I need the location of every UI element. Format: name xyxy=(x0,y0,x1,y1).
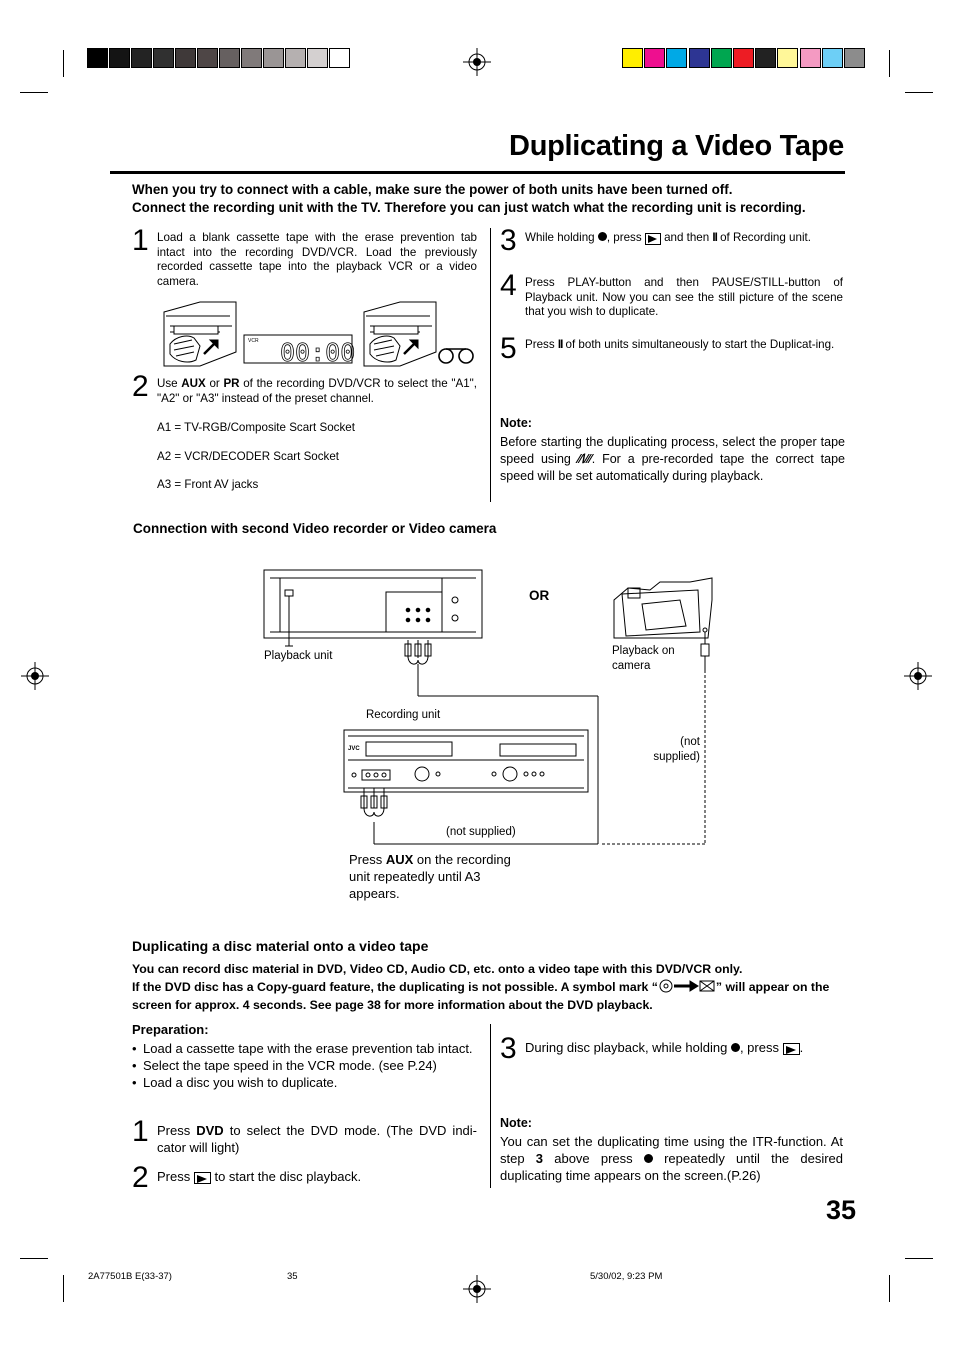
playback-camera-label: Playback on camera xyxy=(612,645,675,672)
footer-code: 2A77501B E(33-37) xyxy=(88,1271,172,1282)
disc-step-1-text: Press DVD to select the DVD mode. (The DVD indi-cator will light) xyxy=(157,1123,478,1155)
color-swatch xyxy=(666,48,687,68)
step-2-number: 2 xyxy=(132,370,149,403)
step-5-number: 5 xyxy=(500,332,517,365)
disc-step-2-number: 2 xyxy=(132,1161,149,1194)
not-supplied-right-label: (not supplied) xyxy=(653,736,700,763)
step-3-text: While holding , press and then II of Recording unit. xyxy=(525,231,811,244)
title-rule xyxy=(110,171,845,174)
footer-date: 5/30/02, 9:23 PM xyxy=(590,1271,663,1282)
gray-swatch xyxy=(263,48,284,68)
step-5-text: Press II of both units simultaneously to start the Duplicat-ing. xyxy=(525,338,835,351)
connection-diagram xyxy=(250,560,730,860)
footer-page: 35 xyxy=(287,1271,298,1282)
play-icon xyxy=(645,233,661,245)
step-4-text: Press PLAY-button and then PAUSE/STILL-button of Playback unit. Now you can see the still picture of the scene that you wish to duplicate. xyxy=(525,276,843,318)
note-text: Before starting the duplicating process, select the proper tape speed using ⁄⁄/⁄⁄⁄. For a pre-recorded tape the correct tape speed will be set automatically during playback. xyxy=(500,435,845,483)
disc-step-3-text: During disc playback, while holding , press . xyxy=(525,1040,804,1055)
step-1-text: Load a blank cassette tape with the erase prevention tab intact into the recording DVD/VCR. Load the previously recorded cassette tape into the playback VCR or a video camera. xyxy=(157,231,477,288)
step-1-number: 1 xyxy=(132,224,149,257)
disc-heading: Duplicating a disc material onto a video tape xyxy=(132,938,429,954)
pause-icon: II xyxy=(557,338,563,351)
playback-vcr xyxy=(264,570,482,638)
a3-description: A3 = Front AV jacks xyxy=(157,478,259,491)
preparation-list xyxy=(132,1040,477,1091)
a1-description: A1 = TV-RGB/Composite Scart Socket xyxy=(157,421,355,434)
step-4-number: 4 xyxy=(500,269,517,302)
record-icon xyxy=(731,1043,740,1052)
gray-swatch xyxy=(87,48,108,68)
column-divider xyxy=(490,228,491,502)
gray-swatch xyxy=(153,48,174,68)
note-heading: Note: xyxy=(500,416,532,430)
list-item: • Load a disc you wish to duplicate. xyxy=(132,1075,338,1090)
tape-speed-symbol: ⁄⁄/⁄⁄⁄ xyxy=(577,452,592,466)
color-swatch xyxy=(733,48,754,68)
gray-swatch xyxy=(241,48,262,68)
page-number: 35 xyxy=(826,1195,857,1225)
step-2-text: Use AUX or PR of the recording DVD/VCR to select the "A1", "A2" or "A3" instead of the preset channel. xyxy=(157,377,477,405)
preparation-heading: Preparation: xyxy=(132,1022,209,1037)
step-3-number: 3 xyxy=(500,224,517,257)
color-swatch xyxy=(644,48,665,68)
recording-unit-label: Recording unit xyxy=(366,709,441,721)
intro-line-2: Connect the recording unit with the TV. Therefore you can just watch what the recording unit is recording. xyxy=(132,199,806,215)
recording-unit xyxy=(344,730,588,792)
record-icon xyxy=(644,1154,653,1163)
gray-swatch xyxy=(285,48,306,68)
display-vcr-label: VCR xyxy=(248,338,259,344)
copy-guard-symbol-icon xyxy=(658,979,716,993)
disc-step-1-number: 1 xyxy=(132,1115,149,1148)
press-aux-instruction: Press AUX on the recording unit repeatedly until A3 appears. xyxy=(349,852,511,901)
page-title: Duplicating a Video Tape xyxy=(509,130,844,162)
color-swatch xyxy=(822,48,843,68)
gray-swatch xyxy=(131,48,152,68)
gray-swatch xyxy=(197,48,218,68)
list-item: • Load a cassette tape with the erase prevention tab intact. xyxy=(132,1041,473,1056)
color-swatch xyxy=(800,48,821,68)
intro-text xyxy=(132,181,852,216)
disc-step-2-text: Press to start the disc playback. xyxy=(157,1169,362,1184)
pause-icon: II xyxy=(712,231,717,244)
color-swatch xyxy=(777,48,798,68)
disc-note-heading: Note: xyxy=(500,1116,532,1130)
color-swatch xyxy=(755,48,776,68)
display-digits: 00:00 xyxy=(280,338,356,367)
color-swatch xyxy=(711,48,732,68)
gray-swatch xyxy=(109,48,130,68)
gray-swatch xyxy=(175,48,196,68)
color-swatch xyxy=(689,48,710,68)
record-icon xyxy=(598,232,607,241)
gray-swatch xyxy=(329,48,350,68)
or-label: OR xyxy=(529,588,550,603)
gray-swatch xyxy=(307,48,328,68)
disc-bold-text: You can record disc material in DVD, Video CD, Audio CD, etc. onto a video tape with this DVD/VCR only. If the DVD disc has a Copy-guard feature, the duplicating is not possible. A symbol mark “ ” will appear on the screen for approx. 4 seconds. See page 38 for more information about the DVD playback. xyxy=(132,962,830,1012)
playback-unit-label: Playback unit xyxy=(264,650,333,662)
color-swatch xyxy=(622,48,643,68)
camera-body xyxy=(614,578,712,638)
play-icon xyxy=(783,1043,800,1055)
connection-heading: Connection with second Video recorder or Video camera xyxy=(133,521,497,536)
play-icon xyxy=(194,1172,211,1184)
column-divider-bottom xyxy=(490,1024,491,1188)
gray-swatch xyxy=(219,48,240,68)
not-supplied-bottom-label: (not supplied) xyxy=(446,826,516,838)
disc-step-3-number: 3 xyxy=(500,1032,517,1065)
list-item: • Select the tape speed in the VCR mode. (see P.24) xyxy=(132,1058,437,1073)
color-swatch xyxy=(844,48,865,68)
a2-description: A2 = VCR/DECODER Scart Socket xyxy=(157,450,340,463)
disc-note-text: You can set the duplicating time using the ITR-function. At step 3 above press repeatedly until the desired duplicating time appears on the screen.(P.26) xyxy=(500,1134,844,1183)
jvc-logo: JVC xyxy=(348,746,360,752)
intro-line-1: When you try to connect with a cable, make sure the power of both units have been turned off. xyxy=(132,182,733,197)
cassette-insert-illustration xyxy=(160,296,480,372)
